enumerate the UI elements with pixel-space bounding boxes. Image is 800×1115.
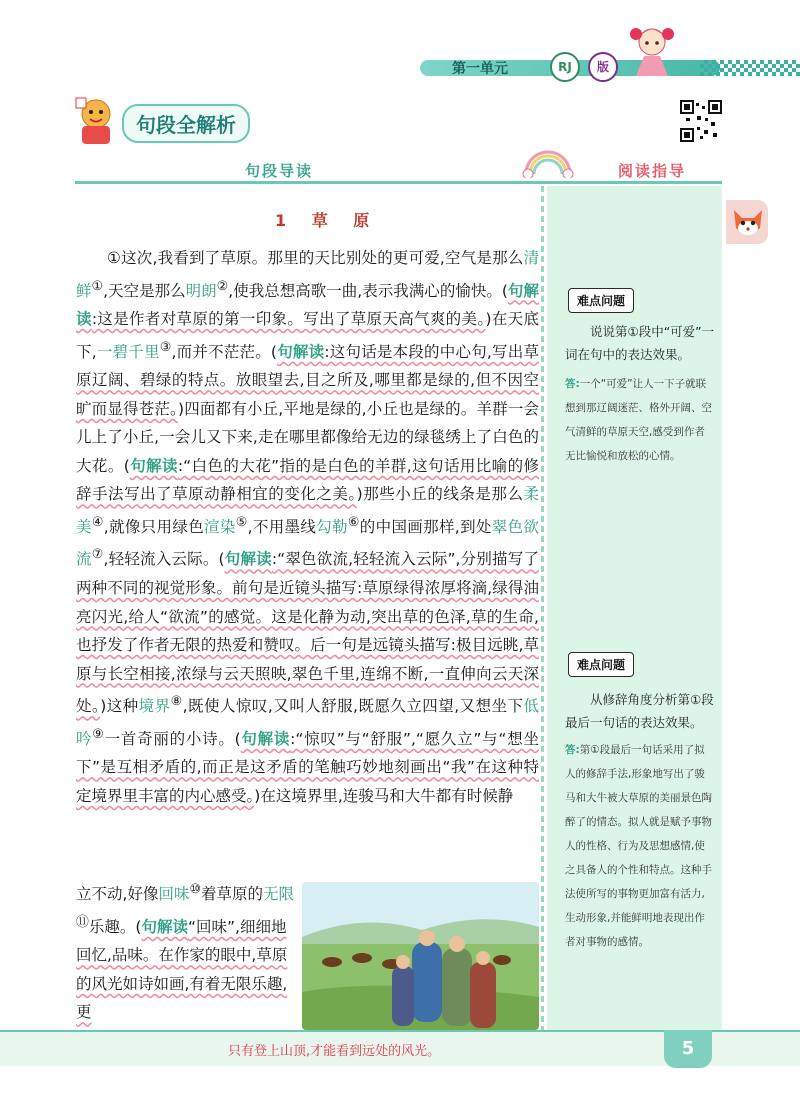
keyword: 境界 bbox=[138, 697, 171, 716]
grassland-illustration bbox=[302, 882, 539, 1030]
answer-2-label: 答: bbox=[565, 744, 580, 756]
difficult-question-box-2: 难点问题 bbox=[568, 652, 634, 677]
answer-2-text: 第①段最后一句话采用了拟人的修辞手法,形象地写出了骏马和大牛被大草原的美丽景色陶醉了的情态。拟人就是赋予事物人的性格、行为及思想感情,使之具备人的个性和特点。这种手法使所写的事物更加富有活力,生动形象,并能鲜明地表现出作者对事物的感情。 bbox=[565, 744, 712, 948]
sentence-note: 句解读“回味”,细细地回忆,品味。在作家的眼中,草原的风光如诗如画,有着无限乐趣,更 bbox=[76, 917, 288, 1022]
unit-label: 第一单元 bbox=[452, 61, 508, 77]
header-divider bbox=[75, 181, 722, 184]
fox-icon bbox=[730, 204, 766, 240]
page-number: 5 bbox=[664, 1030, 712, 1068]
difficult-question-box-1: 难点问题 bbox=[568, 288, 634, 313]
sentence-note: 句解读:这句话是本段的中心句,写出草原辽阔、碧绿的特点。放眼望去,目之所及,哪里都是绿的,但不因空旷而显得苍茫。 bbox=[76, 342, 539, 418]
keyword: 低吟 bbox=[76, 697, 539, 748]
sentence-note: 句解读:“白色的大花”指的是白色的羊群,这句话用比喻的修辞手法写出了草原动静相宜的变化之美。 bbox=[76, 456, 539, 504]
question-1: 说说第①段中“可爱”一词在句中的表达效果。 bbox=[565, 324, 715, 362]
paragraph-1: ①这次,我看到了草原。那里的天比别处的更可爱,空气是那么清鲜①,天空是那么明朗②,使我总想高歌一曲,表示我满心的愉快。(句解读:这是作者对草原的第一印象。写出了草原天高气爽的美。)在天底下,一碧千里③,而并不茫茫。(句解读:这句话是本段的中心句,写出草原辽阔、碧绿的特点。放眼望去,目之所及,哪里都是绿的,但不因空旷而显得苍茫。)四面都有小丘,平地是绿的,小丘也是绿的。羊群一会儿上了小丘,一会儿又下来,走在哪里都像给无边的绿毯绣上了白色的大花。(句解读:“白色的大花”指的是白色的羊群,这句话用比喻的修辞手法写出了草原动静相宜的变化之美。)那些小丘的线条是那么柔美④,就像只用绿色渲染⑤,不用墨线勾勒⑥的中国画那样,到处翠色欲流⑦,轻轻流入云际。(句解读:“翠色欲流,轻轻流入云际”,分别描写了两种不同的视觉形象。前句是近镜头描写:草原绿得浓厚将滴,绿得油亮闪光,给人“欲流”的感觉。这是化静为动,突出草的色泽,草的生命,也抒发了作者无限的热爱和赞叹。后一句是远镜头描写:极目远眺,草原与长空相接,浓绿与云天照映,翠色千里,连绵不断,一直伸向云天深处。)这种境界⑧,既使人惊叹,又叫人舒服,既愿久立四望,又想坐下低吟⑨一首奇丽的小诗。(句解读:“惊叹”与“舒服”,“愿久立”与“想坐下”是互相矛盾的,而正是这矛盾的笔触巧妙地刻画出“我”在这种特定境界里丰富的内心感受。)在这境界里,连骏马和大牛都有时候静 bbox=[76, 249, 539, 805]
footer-motto: 只有登上山顶,才能看到远处的风光。 bbox=[228, 1044, 441, 1059]
answer-1-text: 一个“可爱”让人一下子就联想到那辽阔迷茫、格外开阔、空气清鲜的草原天空,感受到作者无比愉悦和放松的心情。 bbox=[565, 378, 712, 462]
edition-rj-badge: RJ bbox=[550, 52, 580, 82]
reading-guide-title: 阅读指导 bbox=[618, 162, 687, 180]
panel-border bbox=[541, 186, 544, 1030]
question-2: 从修辞角度分析第①段最后一句话的表达效果。 bbox=[565, 692, 714, 730]
note-label: 句解读 bbox=[240, 729, 291, 748]
note-label: 句解读 bbox=[224, 550, 272, 569]
keyword: 清鲜 bbox=[76, 249, 539, 300]
checker-pattern bbox=[700, 60, 800, 76]
note-label: 句解读 bbox=[129, 456, 178, 475]
article-body-continued: 立不动,好像回味⑩着草原的无限⑪乐趣。(句解读“回味”,细细地回忆,品味。在作家的眼中,草原的风光如诗如画,有着无限乐趣,更 bbox=[76, 882, 295, 1022]
article-title: 1 草 原 bbox=[275, 211, 380, 230]
guide-title: 句段导读 bbox=[245, 162, 314, 180]
answer-2 bbox=[565, 738, 715, 954]
edition-ban-badge: 版 bbox=[588, 52, 618, 82]
article-body bbox=[76, 244, 539, 810]
keyword: 无限 bbox=[263, 885, 295, 904]
note-label: 句解读 bbox=[276, 342, 325, 361]
note-label: 句解读 bbox=[141, 917, 188, 936]
section-title: 句段全解析 bbox=[122, 104, 250, 143]
girl-mascot-icon bbox=[622, 20, 682, 80]
keyword: 勾勒 bbox=[316, 517, 348, 536]
rainbow-icon bbox=[520, 148, 576, 178]
keyword: 柔美 bbox=[76, 485, 539, 536]
paragraph-mark: ① bbox=[107, 249, 122, 267]
keyword: 一碧千里 bbox=[96, 342, 160, 361]
sentence-note: 句解读:“惊叹”与“舒服”,“愿久立”与“想坐下”是互相矛盾的,而正是这矛盾的笔触巧妙地刻画出“我”在这种特定境界里丰富的内心感受。 bbox=[76, 729, 539, 805]
keyword: 明朗 bbox=[185, 281, 217, 300]
note-label: 句解读 bbox=[76, 281, 539, 329]
sentence-note: 句解读:这是作者对草原的第一印象。写出了草原天高气爽的美。 bbox=[76, 281, 539, 329]
qr-code-icon[interactable] bbox=[680, 100, 722, 142]
keyword: 回味 bbox=[158, 885, 190, 904]
sentence-note: 句解读:“翠色欲流,轻轻流入云际”,分别描写了两种不同的视觉形象。前句是近镜头描写:草原绿得浓厚将滴,绿得油亮闪光,给人“欲流”的感觉。这是化静为动,突出草的色泽,草的生命,也抒发了作者无限的热爱和赞叹。后一句是远镜头描写:极目远眺,草原与长空相接,浓绿与云天照映,翠色千里,连绵不断,一直伸向云天深处。 bbox=[76, 550, 539, 716]
answer-1-label: 答: bbox=[565, 378, 580, 390]
keyword: 翠色欲流 bbox=[76, 517, 539, 569]
keyword: 渲染 bbox=[204, 517, 236, 536]
answer-1 bbox=[565, 372, 715, 468]
reading-mascot-icon bbox=[74, 96, 118, 146]
